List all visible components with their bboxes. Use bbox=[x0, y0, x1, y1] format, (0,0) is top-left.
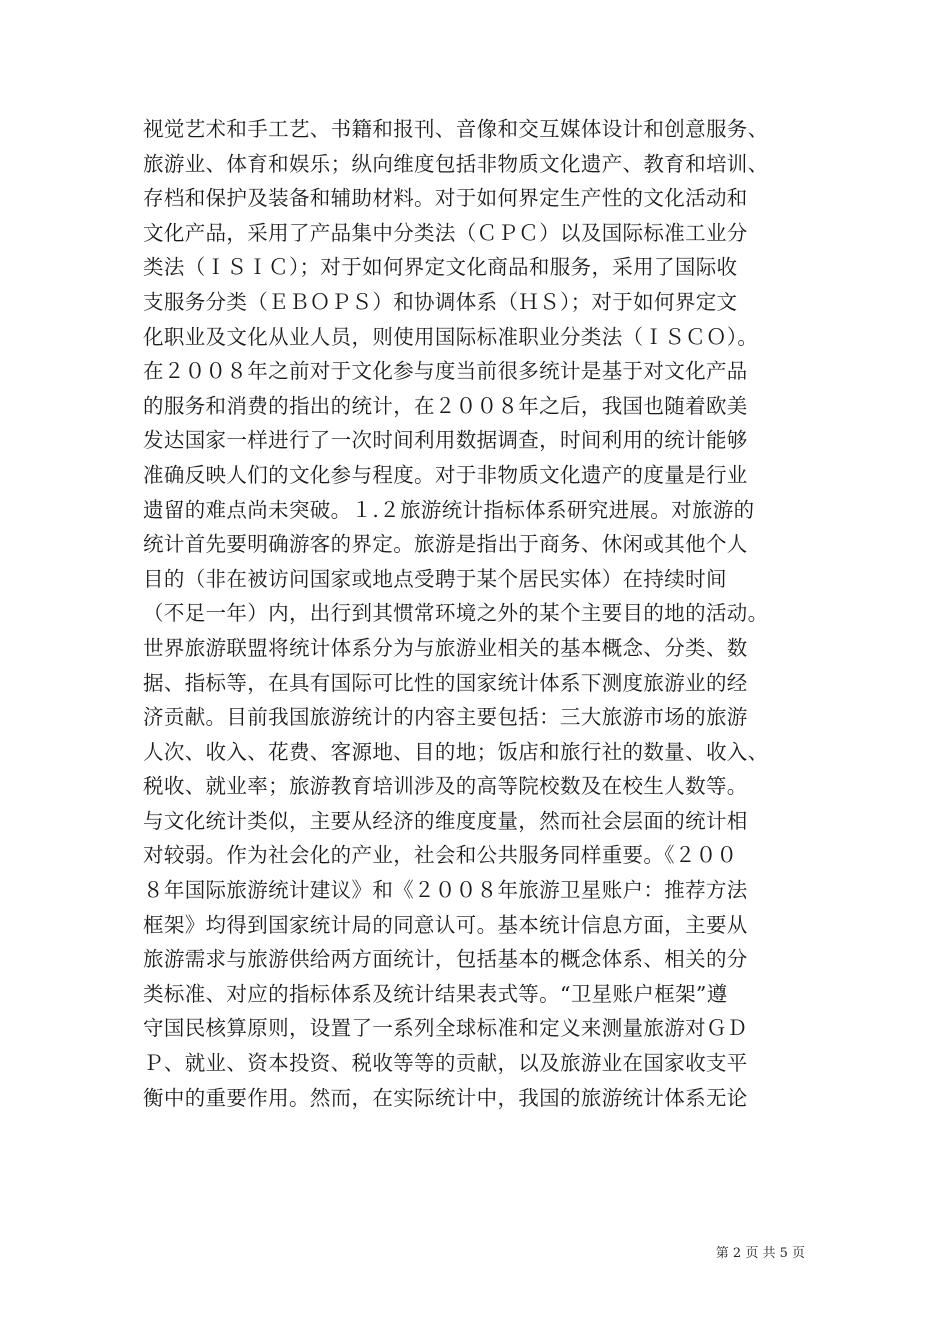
text-line: 税收、就业率；旅游教育培训涉及的高等院校数及在校生人数等。 bbox=[143, 774, 748, 799]
text-line: 发达国家一样进行了一次时间利用数据调查，时间利用的统计能够 bbox=[143, 428, 748, 453]
text-line: 据、指标等，在具有国际可比性的国家统计体系下测度旅游业的经 bbox=[143, 670, 748, 695]
page-number: 第 2 页 共 5 页 bbox=[715, 1246, 805, 1261]
text-line: 旅游业、体育和娱乐；纵向维度包括非物质文化遗产、教育和培训、 bbox=[143, 151, 769, 176]
text-line: 世界旅游联盟将统计体系分为与旅游业相关的基本概念、分类、数 bbox=[143, 635, 748, 660]
text-line: 统计首先要明确游客的界定。旅游是指出于商务、休闲或其他个人 bbox=[143, 532, 748, 557]
text-line: 文化产品，采用了产品集中分类法（ＣＰＣ）以及国际标准工业分 bbox=[143, 220, 748, 245]
text-line: 遗留的难点尚未突破。１.２旅游统计指标体系研究进展。对旅游的 bbox=[143, 497, 755, 522]
text-line: 人次、收入、花费、客源地、目的地；饭店和旅行社的数量、收入、 bbox=[143, 739, 769, 764]
text-line: 旅游需求与旅游供给两方面统计，包括基本的概念体系、相关的分 bbox=[143, 947, 748, 972]
text-line: 准确反映人们的文化参与程度。对于非物质文化遗产的度量是行业 bbox=[143, 462, 748, 487]
text-line: 视觉艺术和手工艺、书籍和报刊、音像和交互媒体设计和创意服务、 bbox=[143, 117, 769, 141]
body-paragraph bbox=[143, 112, 813, 1115]
text-line: 守国民核算原则，设置了一系列全球标准和定义来测量旅游对ＧＤ bbox=[143, 1016, 748, 1041]
text-line: ８年国际旅游统计建议》和《２００８年旅游卫星账户：推荐方法 bbox=[143, 878, 748, 903]
text-line: （不足一年）内，出行到其惯常环境之外的某个主要目的地的活动。 bbox=[143, 601, 769, 626]
text-line: Ｐ、就业、资本投资、税收等等的贡献，以及旅游业在国家收支平 bbox=[143, 1051, 748, 1076]
text-line: 类标准、对应的指标体系及统计结果表式等。“卫星账户框架”遵 bbox=[143, 981, 728, 1006]
text-line: 框架》均得到国家统计局的同意认可。基本统计信息方面，主要从 bbox=[143, 912, 748, 937]
text-line: 衡中的重要作用。然而，在实际统计中，我国的旅游统计体系无论 bbox=[143, 1085, 748, 1110]
text-line: 类法（ＩＳＩＣ）；对于如何界定文化商品和服务，采用了国际收 bbox=[143, 255, 738, 280]
text-line: 与文化统计类似，主要从经济的维度度量，然而社会层面的统计相 bbox=[143, 808, 748, 833]
text-line: 目的（非在被访问国家或地点受聘于某个居民实体）在持续时间 bbox=[143, 566, 727, 591]
text-line: 支服务分类（ＥＢＯＰＳ）和协调体系（ＨＳ）；对于如何界定文 bbox=[143, 289, 738, 314]
text-line: 化职业及文化从业人员，则使用国际标准职业分类法（ＩＳＣＯ）。 bbox=[143, 324, 759, 349]
text-line: 的服务和消费的指出的统计，在２００８年之后，我国也随着欧美 bbox=[143, 393, 748, 418]
text-line: 济贡献。目前我国旅游统计的内容主要包括：三大旅游市场的旅游 bbox=[143, 705, 748, 730]
text-line: 在２００８年之前对于文化参与度当前很多统计是基于对文化产品 bbox=[143, 359, 748, 384]
text-line: 存档和保护及装备和辅助材料。对于如何界定生产性的文化活动和 bbox=[143, 186, 748, 211]
text-line: 对较弱。作为社会化的产业，社会和公共服务同样重要。《２００ bbox=[143, 843, 738, 868]
